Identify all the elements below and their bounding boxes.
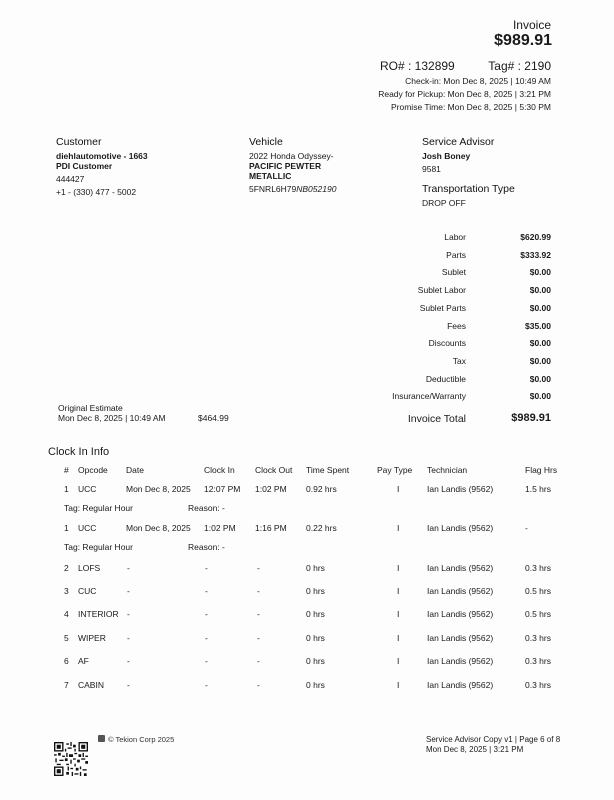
col-flag-hrs: - [525, 523, 528, 533]
ready-for-pickup-time: Ready for Pickup: Mon Dec 8, 2025 | 3:21 PM [378, 89, 551, 99]
vehicle-vin [249, 184, 336, 194]
doc-type-label: Invoice [512, 18, 551, 32]
col-time-spent: 0 hrs [306, 586, 325, 596]
col-number: 4 [64, 609, 69, 619]
col-time-spent: 0 hrs [306, 656, 325, 666]
col-opcode: CUC [78, 586, 97, 596]
summary-value: $620.99 [520, 232, 551, 242]
summary-label: Sublet Labor [417, 285, 466, 295]
col-number: 3 [64, 586, 69, 596]
col-opcode: CABIN [78, 680, 104, 690]
summary-label: Sublet [441, 267, 466, 277]
vehicle-heading: Vehicle [249, 136, 283, 148]
vehicle-color-line2: METALLIC [249, 171, 292, 181]
col-time-spent: 0 hrs [306, 609, 325, 619]
copy-info: Service Advisor Copy v1 | Page 6 of 8 [426, 735, 561, 744]
col-time-spent-header: Time Spent [306, 465, 350, 475]
col-technician: Ian Landis (9562) [427, 633, 494, 643]
col-date: - [127, 586, 130, 596]
col-clock-out: - [257, 656, 260, 666]
col-clock-in: - [205, 563, 208, 573]
row-tag: Tag: Regular Hour [64, 542, 133, 552]
col-clock-out: 1:16 PM [255, 523, 287, 533]
col-date: Mon Dec 8, 2025 [126, 523, 191, 533]
col-flag-hrs: 0.3 hrs [525, 656, 551, 666]
col-pay-type: I [397, 633, 400, 643]
summary-label: Discounts [428, 338, 466, 348]
invoice-total-label: Invoice Total [407, 413, 466, 425]
col-pay-type: I [397, 563, 400, 573]
col-opcode: UCC [78, 523, 97, 533]
col-clock-in: - [205, 680, 208, 690]
col-opcode: UCC [78, 484, 97, 494]
advisor-id: 9581 [422, 164, 441, 174]
check-in-time: Check-in: Mon Dec 8, 2025 | 10:49 AM [405, 76, 551, 86]
col-number: 1 [64, 484, 69, 494]
col-flag-hrs: 0.3 hrs [525, 680, 551, 690]
summary-label: Deductible [425, 374, 466, 384]
col-pay-type: I [397, 656, 400, 666]
col-time-spent: 0.92 hrs [306, 484, 337, 494]
col-flag-hrs: 0.3 hrs [525, 563, 551, 573]
col-number-header: # [64, 465, 69, 475]
col-opcode: WIPER [78, 633, 106, 643]
print-timestamp: Mon Dec 8, 2025 | 3:21 PM [426, 745, 524, 754]
promise-time: Promise Time: Mon Dec 8, 2025 | 5:30 PM [391, 102, 551, 112]
transport-heading: Transportation Type [422, 183, 515, 195]
customer-heading: Customer [56, 136, 102, 148]
original-estimate-date: Mon Dec 8, 2025 | 10:49 AM [58, 413, 166, 423]
col-number: 5 [64, 633, 69, 643]
col-opcode: LOFS [78, 563, 101, 573]
col-clock-in: - [205, 609, 208, 619]
customer-type: PDI Customer [56, 161, 113, 171]
row-tag: Tag: Regular Hour [64, 503, 133, 513]
customer-phone: +1 - (330) 477 - 5002 [56, 187, 137, 197]
col-opcode-header: Opcode [78, 465, 108, 475]
clock-in-heading: Clock In Info [48, 446, 110, 458]
col-clock-out: - [257, 680, 260, 690]
summary-label: Fees [447, 321, 466, 331]
col-opcode: INTERIOR [78, 609, 119, 619]
col-pay-type-header: Pay Type [377, 465, 413, 475]
col-date: - [127, 633, 130, 643]
col-clock-out: - [257, 586, 260, 596]
col-time-spent: 0.22 hrs [306, 523, 337, 533]
col-date-header: Date [126, 465, 144, 475]
advisor-heading: Service Advisor [422, 136, 495, 148]
col-flag-hrs: 1.5 hrs [525, 484, 551, 494]
col-flag-hrs: 0.5 hrs [525, 586, 551, 596]
row-reason: Reason: - [188, 542, 225, 552]
col-date: - [127, 563, 130, 573]
col-pay-type: I [397, 484, 400, 494]
col-technician: Ian Landis (9562) [427, 656, 494, 666]
vehicle-color-line1: PACIFIC PEWTER [249, 161, 322, 171]
col-date: - [127, 656, 130, 666]
summary-value: $35.00 [525, 321, 551, 331]
advisor-name: Josh Boney [422, 151, 471, 161]
col-clock-out: - [257, 563, 260, 573]
col-technician: Ian Landis (9562) [427, 563, 494, 573]
transport-value: DROP OFF [422, 198, 466, 208]
col-pay-type: I [397, 609, 400, 619]
summary-label: Labor [444, 232, 466, 242]
tekion-logo-icon [98, 735, 105, 742]
col-technician: Ian Landis (9562) [427, 523, 494, 533]
col-technician: Ian Landis (9562) [427, 484, 494, 494]
col-clock-in-header: Clock In [204, 465, 235, 475]
ro-number: RO# : 132899 [380, 59, 455, 73]
original-estimate-heading: Original Estimate [58, 403, 123, 413]
summary-value: $333.92 [520, 250, 551, 260]
col-technician-header: Technician [427, 465, 468, 475]
summary-value: $0.00 [529, 356, 551, 366]
qr-code [54, 742, 88, 776]
col-number: 1 [64, 523, 69, 533]
row-reason: Reason: - [188, 503, 225, 513]
customer-id: 444427 [56, 174, 85, 184]
summary-value: $0.00 [529, 374, 551, 384]
col-clock-in: 1:02 PM [204, 523, 236, 533]
col-number: 2 [64, 563, 69, 573]
col-number: 7 [64, 680, 69, 690]
vin-prefix: 5FNRL6H79 [249, 184, 297, 194]
summary-value: $0.00 [529, 338, 551, 348]
invoice-total-value: $989.91 [511, 412, 551, 424]
summary-label: Insurance/Warranty [392, 391, 466, 401]
summary-label: Sublet Parts [419, 303, 466, 313]
col-clock-in: - [205, 586, 208, 596]
col-pay-type: I [397, 586, 400, 596]
col-time-spent: 0 hrs [306, 680, 325, 690]
header-total: $989.91 [494, 32, 552, 49]
col-clock-in: 12:07 PM [204, 484, 241, 494]
col-opcode: AF [78, 656, 89, 666]
col-pay-type: I [397, 523, 400, 533]
col-technician: Ian Landis (9562) [427, 609, 494, 619]
col-clock-out: 1:02 PM [255, 484, 287, 494]
summary-value: $0.00 [529, 285, 551, 295]
vin-suffix: NB052190 [296, 184, 337, 194]
col-clock-out: - [257, 633, 260, 643]
col-number: 6 [64, 656, 69, 666]
col-clock-in: - [205, 633, 208, 643]
col-pay-type: I [397, 680, 400, 690]
col-technician: Ian Landis (9562) [427, 586, 494, 596]
copyright: © Tekion Corp 2025 [108, 735, 175, 744]
tag-number: Tag# : 2190 [488, 59, 551, 73]
summary-value: $0.00 [529, 391, 551, 401]
customer-name: diehlautomotive - 1663 [56, 151, 148, 161]
col-flag-hrs: 0.5 hrs [525, 609, 551, 619]
col-flag-hrs: 0.3 hrs [525, 633, 551, 643]
col-time-spent: 0 hrs [306, 563, 325, 573]
vehicle-model: 2022 Honda Odyssey- [249, 151, 334, 161]
col-clock-in: - [205, 656, 208, 666]
col-flag-hrs-header: Flag Hrs [525, 465, 558, 475]
col-clock-out-header: Clock Out [255, 465, 293, 475]
col-time-spent: 0 hrs [306, 633, 325, 643]
col-technician: Ian Landis (9562) [427, 680, 494, 690]
summary-value: $0.00 [529, 303, 551, 313]
summary-label: Parts [446, 250, 466, 260]
summary-value: $0.00 [529, 267, 551, 277]
col-date: - [127, 609, 130, 619]
original-estimate-amount: $464.99 [198, 413, 229, 423]
col-date: Mon Dec 8, 2025 [126, 484, 191, 494]
summary-label: Tax [452, 356, 466, 366]
col-date: - [127, 680, 130, 690]
col-clock-out: - [257, 609, 260, 619]
